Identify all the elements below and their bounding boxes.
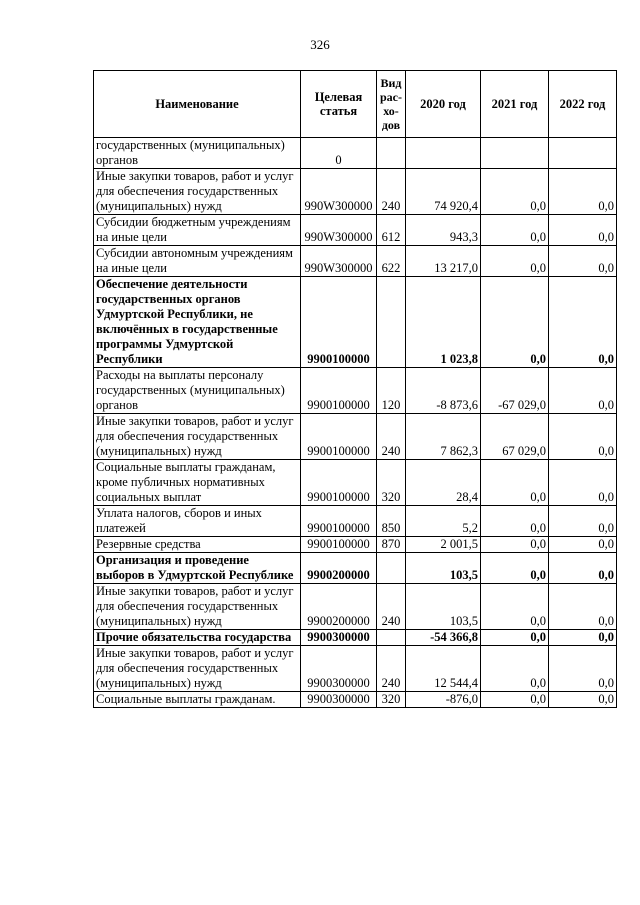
cell-2020: 74 920,4 [406,169,481,215]
cell-expense-type [377,277,406,368]
cell-2021: 0,0 [481,215,549,246]
cell-name: Уплата налогов, сборов и иных платежей [94,506,301,537]
cell-target-article: 9900100000 [301,277,377,368]
cell-2020: 12 544,4 [406,646,481,692]
cell-name: Резервные средства [94,537,301,553]
column-header-2020: 2020 год [406,71,481,138]
table-row [94,460,617,506]
column-header-target: Целевая статья [301,71,377,138]
table-row [94,368,617,414]
cell-expense-type: 120 [377,368,406,414]
cell-2021: 0,0 [481,537,549,553]
cell-expense-type: 612 [377,215,406,246]
table-row [94,138,617,169]
cell-2022: 0,0 [549,414,617,460]
table-row [94,584,617,630]
cell-expense-type: 240 [377,584,406,630]
cell-name: Организация и проведение выборов в Удмуртской Республике [94,553,301,584]
cell-name: Субсидии автономным учреждениям на иные цели [94,246,301,277]
cell-2022 [549,138,617,169]
cell-expense-type: 870 [377,537,406,553]
table-row [94,414,617,460]
header-row [94,71,617,138]
table-row [94,537,617,553]
cell-2021 [481,138,549,169]
cell-target-article: 9900300000 [301,692,377,708]
cell-2020: -54 366,8 [406,630,481,646]
cell-name: Прочие обязательства государства [94,630,301,646]
cell-2021: 0,0 [481,277,549,368]
cell-target-article: 990W300000 [301,215,377,246]
cell-expense-type: 240 [377,414,406,460]
cell-2022: 0,0 [549,584,617,630]
cell-2021: 0,0 [481,630,549,646]
cell-2021: -67 029,0 [481,368,549,414]
column-header-2021: 2021 год [481,71,549,138]
cell-target-article: 990W300000 [301,246,377,277]
cell-name: Иные закупки товаров, работ и услуг для обеспечения государственных (муниципальных) нужд [94,169,301,215]
cell-2022: 0,0 [549,169,617,215]
cell-2020: 13 217,0 [406,246,481,277]
cell-target-article: 0 [301,138,377,169]
cell-2020: -876,0 [406,692,481,708]
cell-2022: 0,0 [549,630,617,646]
cell-expense-type: 320 [377,460,406,506]
cell-2020: 1 023,8 [406,277,481,368]
cell-2022: 0,0 [549,277,617,368]
cell-2022: 0,0 [549,692,617,708]
cell-2022: 0,0 [549,215,617,246]
cell-expense-type: 320 [377,692,406,708]
cell-2021: 0,0 [481,692,549,708]
cell-2020: 943,3 [406,215,481,246]
cell-2021: 67 029,0 [481,414,549,460]
cell-2022: 0,0 [549,553,617,584]
cell-2020: -8 873,6 [406,368,481,414]
table-row [94,215,617,246]
page-number: 326 [310,37,330,52]
cell-target-article: 9900100000 [301,414,377,460]
cell-expense-type: 240 [377,169,406,215]
cell-name: Иные закупки товаров, работ и услуг для обеспечения государственных (муниципальных) нужд [94,414,301,460]
cell-2020: 28,4 [406,460,481,506]
cell-2021: 0,0 [481,246,549,277]
table-row [94,646,617,692]
cell-expense-type: 850 [377,506,406,537]
table-row [94,169,617,215]
column-header-type: Вид рас-хо-дов [377,71,406,138]
budget-table [93,70,617,708]
cell-name: Социальные выплаты гражданам. [94,692,301,708]
table-row-section [94,630,617,646]
cell-2022: 0,0 [549,646,617,692]
cell-target-article: 9900100000 [301,460,377,506]
table-row-section [94,277,617,368]
cell-2022: 0,0 [549,506,617,537]
cell-2021: 0,0 [481,584,549,630]
cell-target-article: 9900100000 [301,506,377,537]
column-header-name: Наименование [94,71,301,138]
cell-2020: 7 862,3 [406,414,481,460]
cell-2022: 0,0 [549,537,617,553]
cell-2020: 2 001,5 [406,537,481,553]
cell-2022: 0,0 [549,246,617,277]
cell-expense-type [377,138,406,169]
cell-2021: 0,0 [481,553,549,584]
cell-2021: 0,0 [481,460,549,506]
cell-2020 [406,138,481,169]
cell-target-article: 9900200000 [301,553,377,584]
cell-name: Социальные выплаты гражданам, кроме публичных нормативных социальных выплат [94,460,301,506]
cell-target-article: 9900100000 [301,368,377,414]
cell-target-article: 9900200000 [301,584,377,630]
cell-target-article: 9900300000 [301,630,377,646]
cell-expense-type [377,630,406,646]
cell-2021: 0,0 [481,169,549,215]
cell-2022: 0,0 [549,368,617,414]
cell-2020: 103,5 [406,553,481,584]
cell-target-article: 990W300000 [301,169,377,215]
cell-2020: 103,5 [406,584,481,630]
cell-target-article: 9900100000 [301,537,377,553]
cell-expense-type [377,553,406,584]
cell-expense-type: 622 [377,246,406,277]
cell-name: Иные закупки товаров, работ и услуг для обеспечения государственных (муниципальных) нужд [94,646,301,692]
table-row [94,246,617,277]
cell-2020: 5,2 [406,506,481,537]
table-row [94,506,617,537]
cell-2021: 0,0 [481,506,549,537]
cell-2021: 0,0 [481,646,549,692]
table-row-section [94,553,617,584]
cell-name: Обеспечение деятельности государственных органов Удмуртской Республики, не включённых в государственные программы Удмуртской Республики [94,277,301,368]
table-body [94,138,617,708]
cell-name: Иные закупки товаров, работ и услуг для обеспечения государственных (муниципальных) нужд [94,584,301,630]
cell-2022: 0,0 [549,460,617,506]
table-row [94,692,617,708]
cell-name: Субсидии бюджетным учреждениям на иные цели [94,215,301,246]
cell-name: Расходы на выплаты персоналу государственных (муниципальных) органов [94,368,301,414]
cell-name: государственных (муниципальных) органов [94,138,301,169]
cell-target-article: 9900300000 [301,646,377,692]
cell-expense-type: 240 [377,646,406,692]
column-header-2022: 2022 год [549,71,617,138]
